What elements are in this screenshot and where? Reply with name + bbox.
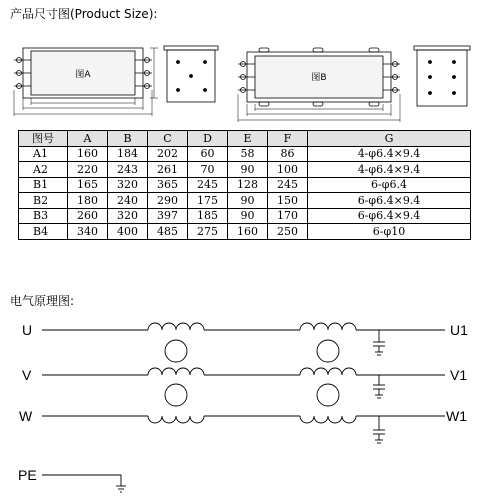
cell-d: 185 xyxy=(188,208,228,224)
cell-d: 245 xyxy=(188,177,228,193)
line-u xyxy=(42,323,445,330)
cell-code: B1 xyxy=(19,177,68,193)
schematic-heading: 电气原理图: xyxy=(10,294,75,308)
cell-c: 290 xyxy=(148,193,188,209)
header-g: G xyxy=(308,131,471,147)
header-e: E xyxy=(228,131,268,147)
cell-a: 180 xyxy=(68,193,108,209)
cell-e: 128 xyxy=(228,177,268,193)
cell-d: 60 xyxy=(188,146,228,162)
cell-c: 397 xyxy=(148,208,188,224)
cell-e: 58 xyxy=(228,146,268,162)
input-label-v: V xyxy=(22,367,32,383)
cell-a: 340 xyxy=(68,224,108,240)
cell-a: 160 xyxy=(68,146,108,162)
cell-f: 150 xyxy=(268,193,308,209)
cell-c: 202 xyxy=(148,146,188,162)
cell-a: 220 xyxy=(68,162,108,178)
cell-c: 261 xyxy=(148,162,188,178)
header-d: D xyxy=(188,131,228,147)
line-v xyxy=(42,368,445,375)
cell-code: A2 xyxy=(19,162,68,178)
line-w xyxy=(42,416,445,423)
header-c: C xyxy=(148,131,188,147)
cell-b: 243 xyxy=(108,162,148,178)
cell-f: 86 xyxy=(268,146,308,162)
capacitor-v xyxy=(373,375,385,398)
header-a: A xyxy=(68,131,108,147)
output-label-u1: U1 xyxy=(450,322,468,338)
capacitor-w xyxy=(373,416,385,443)
cell-g: 6-φ6.4×9.4 xyxy=(308,193,471,209)
cell-g: 4-φ6.4×9.4 xyxy=(308,146,471,162)
cell-f: 250 xyxy=(268,224,308,240)
core-ring xyxy=(165,340,187,362)
cell-d: 275 xyxy=(188,224,228,240)
cell-g: 6-φ10 xyxy=(308,224,471,240)
cell-b: 320 xyxy=(108,177,148,193)
cell-code: A1 xyxy=(19,146,68,162)
cell-g: 6-φ6.4×9.4 xyxy=(308,208,471,224)
input-label-u: U xyxy=(22,322,33,338)
capacitor-u xyxy=(373,330,385,355)
cell-e: 160 xyxy=(228,224,268,240)
cell-f: 170 xyxy=(268,208,308,224)
output-label-v1: V1 xyxy=(450,367,468,383)
cell-code: B3 xyxy=(19,208,68,224)
fig-a-label: 图A xyxy=(75,70,91,80)
cell-a: 260 xyxy=(68,208,108,224)
core-ring xyxy=(317,340,339,362)
dimensions-heading: 产品尺寸图(Product Size): xyxy=(10,7,158,21)
cell-code: B2 xyxy=(19,193,68,209)
cell-b: 320 xyxy=(108,208,148,224)
cell-c: 365 xyxy=(148,177,188,193)
cell-a: 165 xyxy=(68,177,108,193)
ground-label-pe: PE xyxy=(18,467,37,483)
cell-b: 184 xyxy=(108,146,148,162)
cell-code: B4 xyxy=(19,224,68,240)
cell-f: 100 xyxy=(268,162,308,178)
cell-e: 90 xyxy=(228,208,268,224)
cell-g: 4-φ6.4×9.4 xyxy=(308,162,471,178)
output-label-w1: W1 xyxy=(446,408,467,424)
input-label-w: W xyxy=(19,408,33,424)
cell-b: 240 xyxy=(108,193,148,209)
cell-d: 175 xyxy=(188,193,228,209)
cell-c: 485 xyxy=(148,224,188,240)
header-b: B xyxy=(108,131,148,147)
header-figure-code: 图号 xyxy=(19,131,68,147)
cell-g: 6-φ6.4 xyxy=(308,177,471,193)
cell-d: 70 xyxy=(188,162,228,178)
cell-e: 90 xyxy=(228,162,268,178)
header-f: F xyxy=(268,131,308,147)
core-ring xyxy=(165,384,187,406)
core-ring xyxy=(317,384,339,406)
cell-e: 90 xyxy=(228,193,268,209)
fig-b-label: 图B xyxy=(311,73,327,83)
cell-f: 245 xyxy=(268,177,308,193)
cell-b: 400 xyxy=(108,224,148,240)
pe-ground-symbol xyxy=(42,475,126,492)
